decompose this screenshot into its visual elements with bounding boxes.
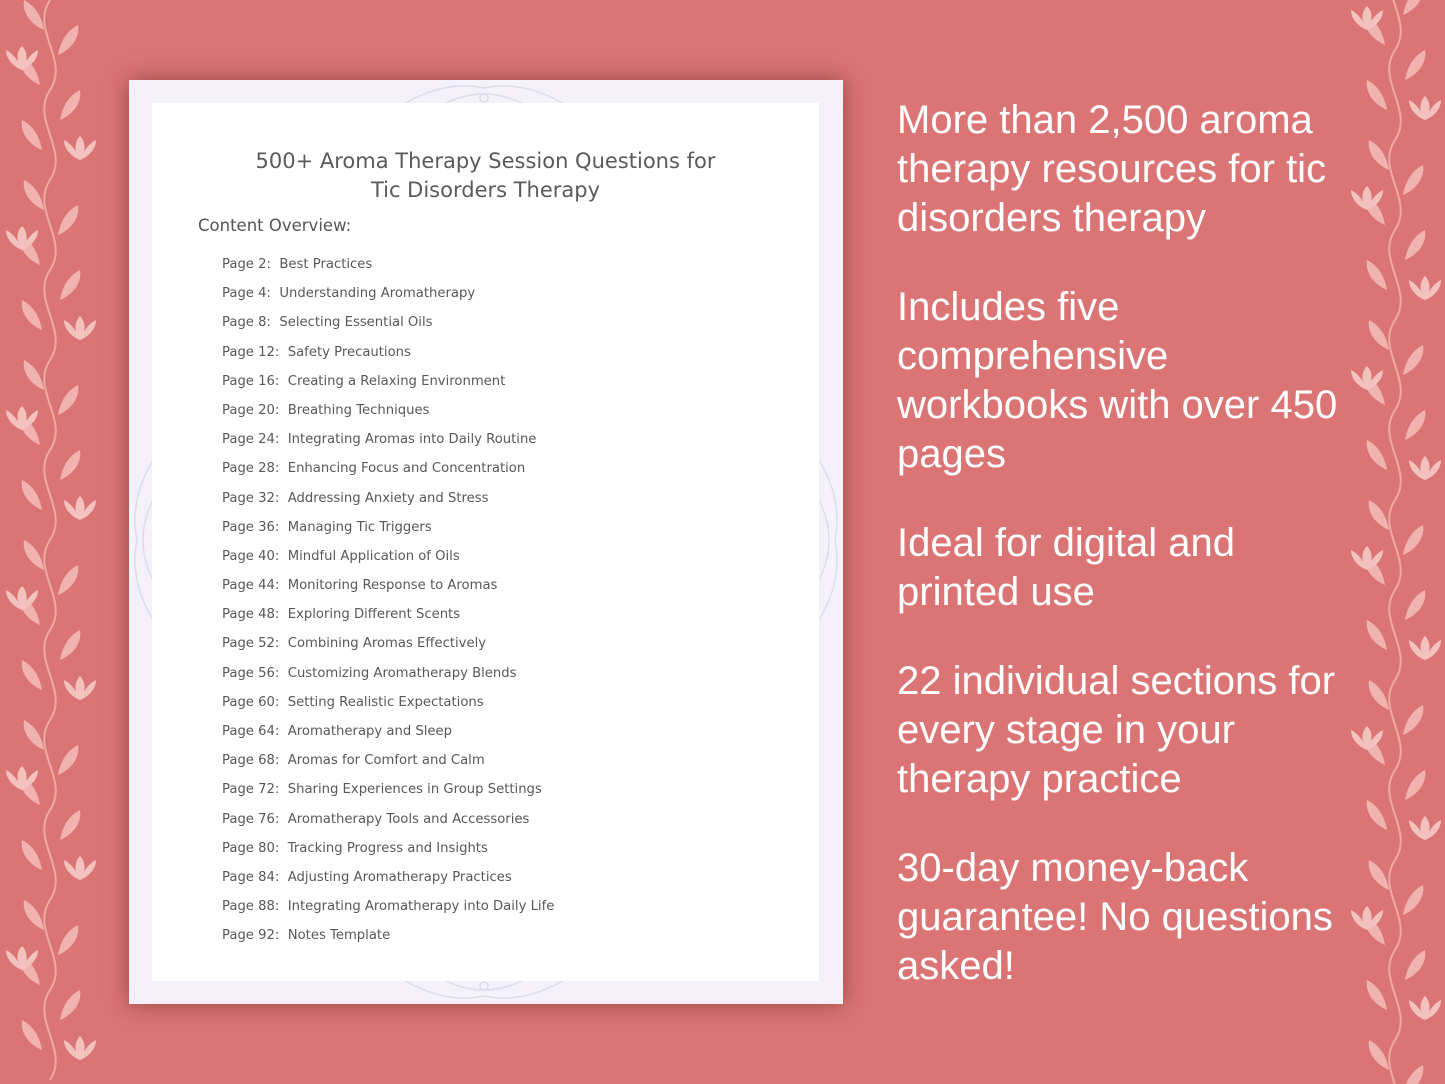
toc-item [222,632,554,661]
toc-page-number: Page 56: [222,665,280,681]
toc-title: Customizing Aromatherapy Blends [287,665,517,681]
document-page [152,103,819,981]
toc-item [222,837,554,866]
toc-page-number: Page 2: [222,257,271,272]
toc-title: Addressing Anxiety and Stress [287,490,489,506]
document-preview [129,80,843,1004]
selling-point-guarantee: 30-day money-back guarantee! No questions asked! [897,846,1333,988]
toc-title: Managing Tic Triggers [287,519,432,535]
toc-title: Aromatherapy Tools and Accessories [287,811,530,827]
table-of-contents [222,253,554,954]
toc-title: Setting Realistic Expectations [287,694,484,710]
toc-title: Aromas for Comfort and Calm [287,753,485,769]
toc-title: Breathing Techniques [287,402,430,418]
toc-item [222,662,554,691]
toc-item [222,516,554,545]
toc-title: Creating a Relaxing Environment [287,373,506,389]
toc-item [222,808,554,837]
toc-item [222,428,554,457]
toc-page-number: Page 64: [222,724,280,739]
selling-point-usage: Ideal for digital and printed use [897,521,1236,614]
toc-page-number: Page 68: [222,753,280,769]
toc-item [222,749,554,778]
toc-title: Integrating Aromatherapy into Daily Life [287,899,555,915]
floral-vine-icon [1345,0,1445,1084]
toc-title: Best Practices [279,257,373,272]
toc-item [222,895,554,924]
document-title [152,147,819,205]
toc-page-number: Page 60: [222,694,280,710]
toc-item [222,253,554,282]
toc-title: Monitoring Response to Aromas [287,578,498,594]
toc-item [222,574,554,603]
toc-page-number: Page 84: [222,869,280,885]
toc-title: Enhancing Focus and Concentration [287,461,526,477]
toc-item [222,282,554,311]
toc-item [222,720,554,749]
document-title-line-2: Tic Disorders Therapy [370,178,601,202]
toc-title: Aromatherapy and Sleep [287,724,453,739]
toc-page-number: Page 48: [222,607,280,623]
floral-vine-left [0,0,100,1084]
toc-item [222,924,554,953]
toc-page-number: Page 76: [222,811,280,827]
toc-title: Understanding Aromatherapy [279,286,476,302]
toc-item [222,311,554,340]
mandala-icon [129,450,153,630]
content-overview-heading: Content Overview: [198,216,352,235]
toc-page-number: Page 44: [222,578,280,594]
selling-point-workbooks: Includes five comprehensive workbooks with over 450 pages [897,285,1338,476]
mandala-icon [384,980,584,1004]
toc-title: Adjusting Aromatherapy Practices [287,869,512,885]
toc-page-number: Page 12: [222,344,280,360]
mandala-icon [384,80,584,104]
toc-page-number: Page 24: [222,432,280,448]
toc-title: Tracking Progress and Insights [287,840,488,856]
toc-page-number: Page 4: [222,286,271,302]
toc-item [222,778,554,807]
toc-item [222,370,554,399]
toc-title: Safety Precautions [287,344,411,360]
toc-page-number: Page 52: [222,636,280,652]
toc-item [222,487,554,516]
toc-page-number: Page 28: [222,461,280,477]
selling-point-resources: More than 2,500 aroma therapy resources for tic disorders therapy [897,98,1327,240]
toc-page-number: Page 72: [222,782,280,798]
toc-page-number: Page 8: [222,315,271,331]
toc-title: Integrating Aromas into Daily Routine [287,432,537,448]
toc-page-number: Page 32: [222,490,280,506]
toc-page-number: Page 40: [222,548,280,564]
document-title-line-1: 500+ Aroma Therapy Session Questions for [255,149,716,173]
toc-title: Selecting Essential Oils [279,315,433,331]
toc-page-number: Page 36: [222,519,280,535]
toc-page-number: Page 92: [222,928,280,944]
toc-title: Sharing Experiences in Group Settings [287,782,542,798]
toc-page-number: Page 16: [222,373,280,389]
toc-item [222,545,554,574]
toc-item [222,399,554,428]
toc-title: Combining Aromas Effectively [287,636,487,652]
toc-title: Mindful Application of Oils [287,548,460,564]
toc-item [222,866,554,895]
toc-title: Notes Template [287,928,391,944]
toc-item [222,341,554,370]
toc-item [222,691,554,720]
mandala-icon [819,450,843,630]
toc-page-number: Page 80: [222,840,280,856]
toc-page-number: Page 88: [222,899,280,915]
floral-vine-icon [0,0,100,1084]
toc-title: Exploring Different Scents [287,607,461,623]
floral-vine-right [1345,0,1445,1084]
selling-point-sections: 22 individual sections for every stage in your therapy practice [897,659,1336,801]
toc-item [222,603,554,632]
toc-page-number: Page 20: [222,402,280,418]
toc-item [222,457,554,486]
selling-points [897,96,1357,1031]
